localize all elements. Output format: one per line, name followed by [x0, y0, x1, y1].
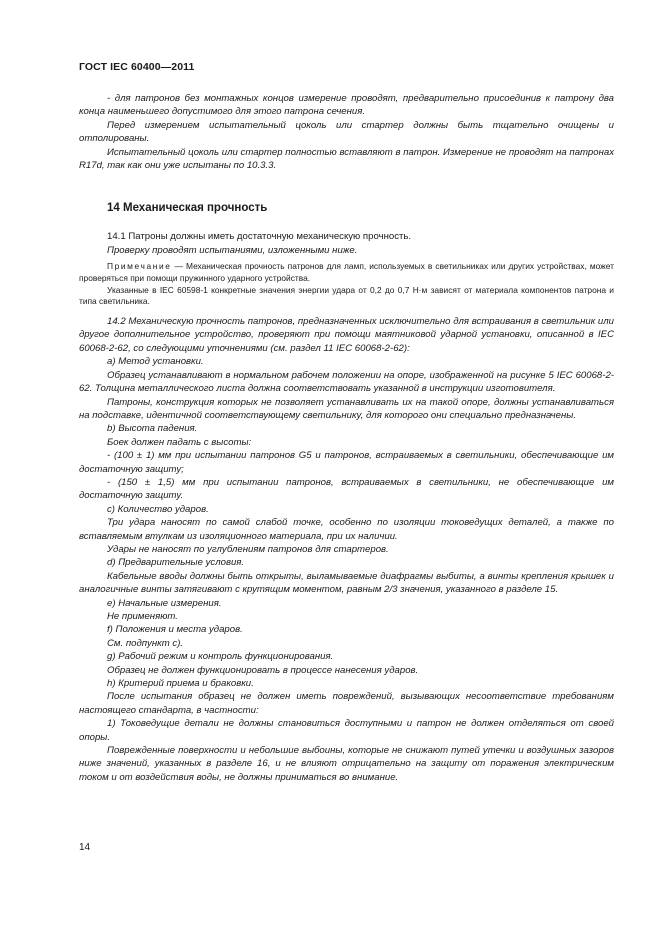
list-item: e) Начальные измерения.: [107, 597, 222, 609]
paragraph: Испытательный цоколь или стартер полностью вставляют в патрон. Измерение не проводят на патронах R17d, так как они уже испытаны по 10.3.3.: [79, 146, 614, 172]
list-item: Образец устанавливают в нормальном рабочем положении на опоре, изображенной на рисунке 5 IEC 60068-2-62. Толщина металлического листа должна соответствовать указанной в инструкции изготовителя.: [79, 369, 614, 395]
list-item: Не применяют.: [107, 611, 178, 622]
list-item: Образец не должен функционировать в процессе нанесения ударов.: [107, 664, 419, 676]
list-item: Удары не наносят по углублениям патронов для стартеров.: [107, 543, 389, 555]
note-label: Примечание: [107, 261, 172, 272]
paragraph: - для патронов без монтажных концов измерение проводят, предварительно присоединив к патрону два конца наименьшего допустимого для этого патрона сечения.: [79, 93, 614, 118]
list-item: f) Положения и места ударов.: [107, 624, 243, 636]
paragraph: Перед измерением испытательный цоколь или стартер должны быть тщательно очищены и отполированы.: [79, 119, 614, 145]
note-continuation: Указанные в IEC 60598-1 конкретные значения энергии удара от 0,2 до 0,7 Н·м зависят от материала компонентов патрона и типа светильника.: [79, 284, 614, 307]
section-heading: 14 Механическая прочность: [107, 202, 268, 215]
list-item: См. подпункт c).: [107, 637, 184, 649]
clause-14-2: 14.2 Механическую прочность патронов, предназначенных исключительно для встраивания в светильник или другое дополнительное устройство, проверяют при помощи маятниковой ударной установки, описанной в IEC 60068-2-62, со следующими уточнениями (см. раздел 11 IEC 60068-2-62):: [79, 316, 614, 354]
list-item: a) Метод установки.: [107, 356, 204, 368]
list-item: Патроны, конструкция которых не позволяет устанавливать их на такой опоре, должны устанавливаться на подставке, идентичной соответствующему светильнику, для которого они специально предназначены.: [79, 396, 614, 421]
list-item: Кабельные вводы должны быть открыты, выламываемые диафрагмы выбиты, а винты крепления крышек и аналогичные винты затягивают с крутящим моментом, равным 2/3 значения, указанного в разделе 15.: [79, 570, 614, 596]
page-body: [79, 92, 614, 784]
list-item: Поврежденные поверхности и небольшие выбоины, которые не снижают путей утечки и воздушных зазоров ниже значений, указанных в разделе 16, и не влияют отрицательно на защиту от поражения электрическим током и от воздействия воды, не должны приниматься во внимание.: [79, 745, 614, 783]
page-number: 14: [79, 842, 91, 853]
list-item: 1) Токоведущие детали не должны становиться доступными и патрон не должен отделяться от своей опоры.: [79, 718, 614, 743]
list-item: d) Предварительные условия.: [107, 557, 245, 569]
list-item: h) Критерий приема и браковки.: [107, 678, 254, 690]
list-item: g) Рабочий режим и контроль функционирования.: [107, 651, 334, 663]
list-item: b) Высота падения.: [107, 423, 198, 435]
note: [79, 261, 614, 284]
list-item: - (100 ± 1) мм при испытании патронов G5 и патронов, встраиваемых в светильники, обеспечивающие им достаточную защиту;: [79, 450, 614, 475]
list-item: Боек должен падать с высоты:: [107, 436, 252, 448]
list-item: После испытания образец не должен иметь повреждений, вызывающих несоответствие требованиям настоящего стандарта, в частности:: [79, 691, 614, 716]
list-item: Три удара наносят по самой слабой точке, особенно по изоляции токоведущих деталей, а также по вставляемым втулкам из изоляционного материала, при их наличии.: [79, 517, 614, 542]
note-block: [79, 261, 614, 308]
list-item: - (150 ± 1,5) мм при испытании патронов, встраиваемых в светильники, не обеспечивающие им достаточную защиту.: [79, 476, 614, 502]
note-text: — Механическая прочность патронов для ламп, используемых в светильниках или других устройствах, может проверяться при помощи пружинного ударного устройства.: [79, 261, 614, 283]
page-header: ГОСТ IEC 60400—2011: [79, 61, 195, 73]
clause-14-1-check: Проверку проводят испытаниями, изложенными ниже.: [107, 244, 358, 256]
clause-14-1: 14.1 Патроны должны иметь достаточную механическую прочность.: [107, 231, 412, 243]
list-item: c) Количество ударов.: [107, 503, 209, 515]
